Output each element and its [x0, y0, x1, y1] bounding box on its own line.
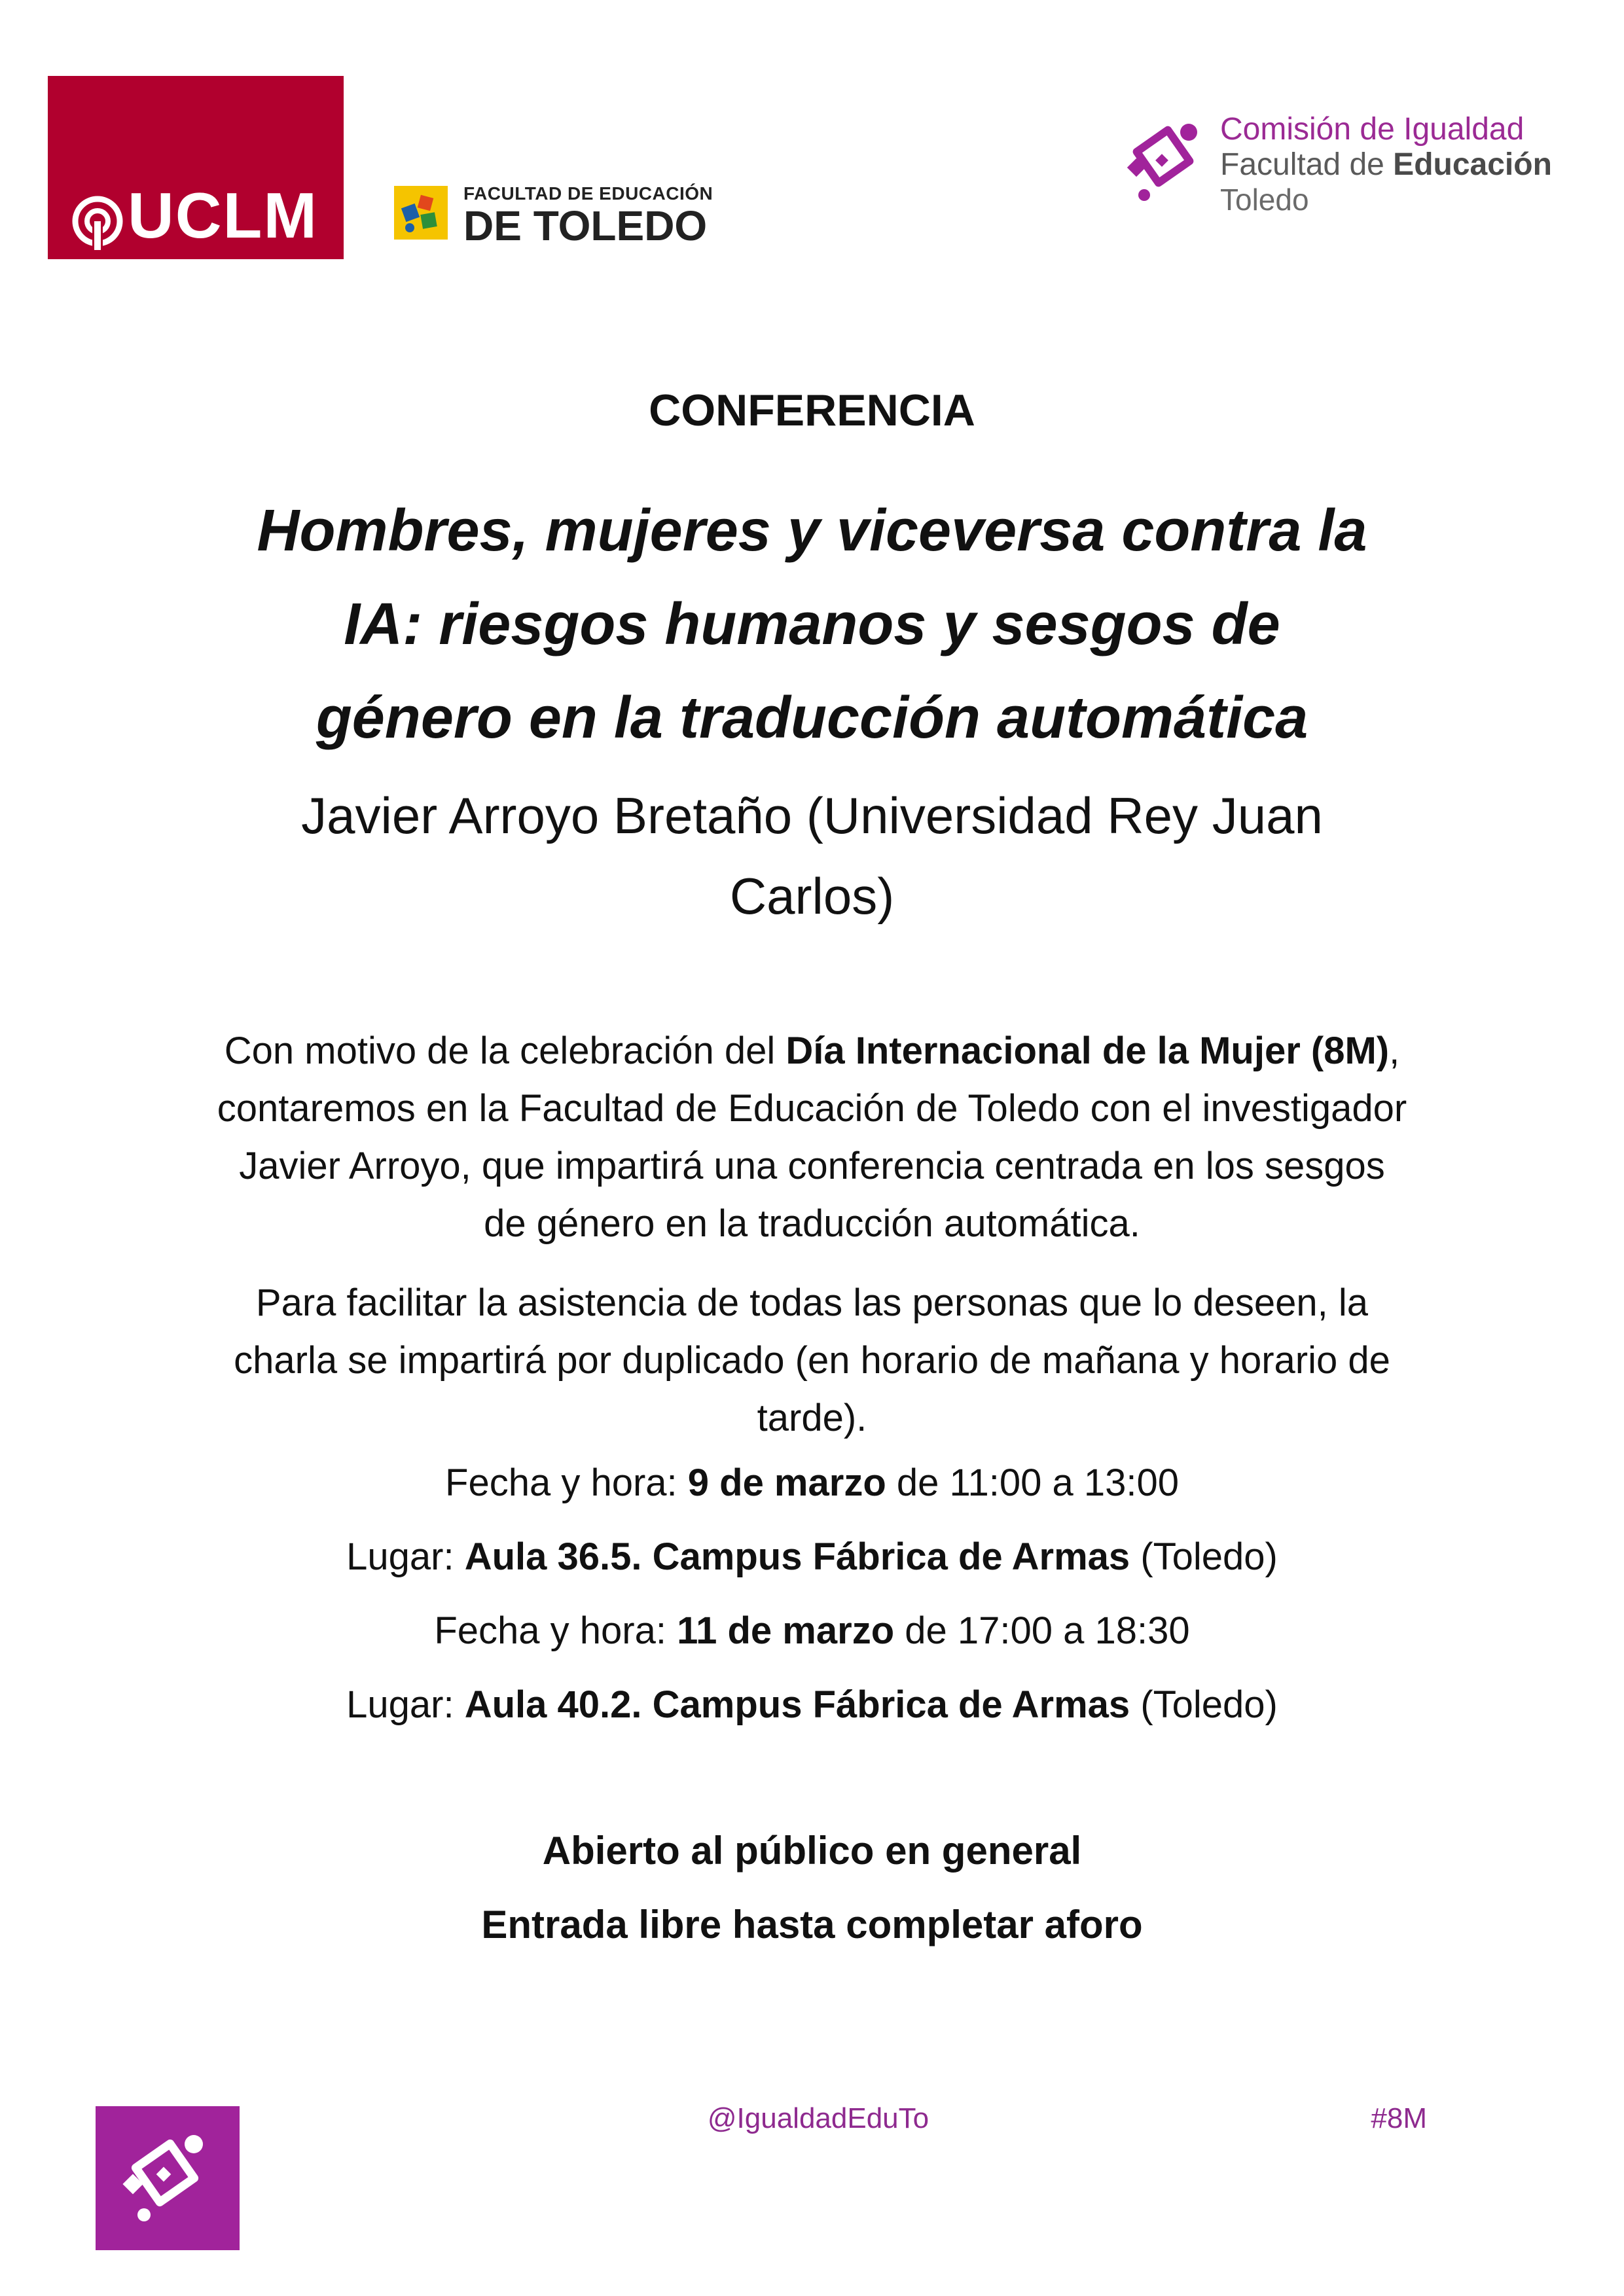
speaker-name: Javier Arroyo Bretaño (Universidad Rey Juan Carlos)	[301, 787, 1323, 925]
comision-logo-faculty: Facultad de Educación	[1220, 147, 1552, 182]
intro-paragraph: Con motivo de la celebración del Día Internacional de la Mujer (8M), contaremos en la Facultad de Educación de Toledo con el investigador Javier Arroyo, que impartirá una conferencia centrada en los sesgos de género en la traducción automática.	[217, 1030, 1407, 1245]
social-handle: @IgualdadEduTo	[707, 2102, 929, 2134]
comision-logo-city: Toledo	[1220, 183, 1309, 217]
session-2-place: Lugar: Aula 40.2. Campus Fábrica de Armas (Toledo)	[346, 1683, 1278, 1726]
uclm-wordmark: UCLM	[128, 179, 319, 251]
free-entry-note: Entrada libre hasta completar aforo	[481, 1903, 1143, 1946]
comision-emblem-icon	[115, 2126, 220, 2231]
uclm-emblem-icon	[67, 191, 128, 251]
facultad-logo-title: DE TOLEDO	[463, 202, 708, 249]
comision-logo-title: Comisión de Igualdad	[1220, 112, 1525, 147]
session-1-date: Fecha y hora: 9 de marzo de 11:00 a 13:00	[445, 1462, 1179, 1504]
footer-comision-logo	[96, 2106, 240, 2250]
comision-igualdad-logo	[1121, 111, 1553, 223]
conference-title: Hombres, mujeres y viceversa contra la IA: riesgos humanos y sesgos de género en la traducción automática	[257, 498, 1367, 751]
open-to-public-note: Abierto al público en general	[542, 1829, 1082, 1873]
schedule-paragraph: Para facilitar la asistencia de todas las personas que lo deseen, la charla se impartirá por duplicado (en horario de mañana y horario de tarde).	[234, 1282, 1390, 1439]
comision-emblem-icon	[1121, 118, 1212, 209]
facultad-emblem-icon	[394, 186, 448, 240]
uclm-logo	[48, 76, 344, 259]
facultad-toledo-logo	[394, 183, 713, 249]
session-2-date: Fecha y hora: 11 de marzo de 17:00 a 18:30	[434, 1609, 1190, 1652]
hashtag: #8M	[1371, 2102, 1427, 2134]
facultad-logo-subtitle: FACULTAD DE EDUCACIÓN	[463, 183, 713, 204]
session-1-place: Lugar: Aula 36.5. Campus Fábrica de Armas (Toledo)	[346, 1535, 1278, 1578]
event-type-heading: CONFERENCIA	[649, 386, 975, 435]
